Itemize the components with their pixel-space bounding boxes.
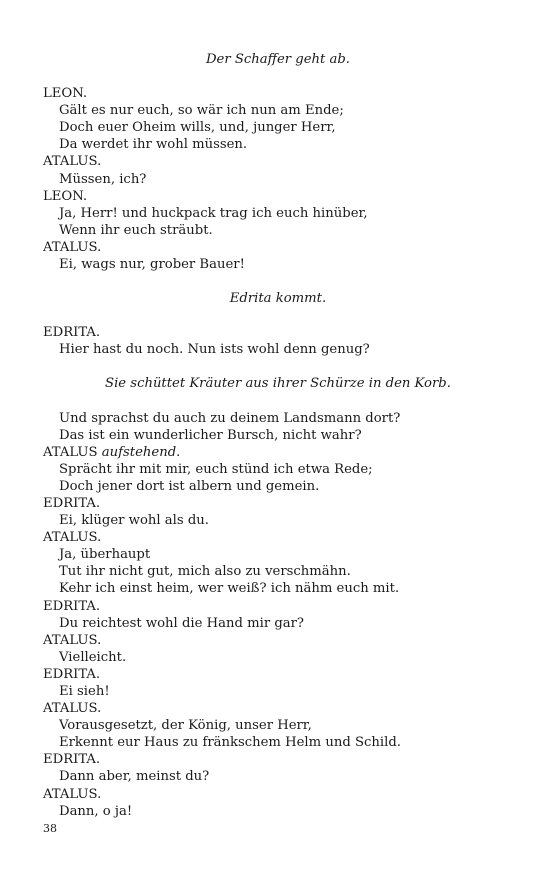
- verse-line: Ja, überhaupt: [59, 547, 151, 563]
- verse-line: Du reichtest wohl die Hand mir gar?: [59, 615, 304, 631]
- speaker-name: ATALUS: [43, 444, 98, 460]
- verse-line: Doch jener dort ist albern und gemein.: [59, 478, 320, 494]
- speaker-name: EDRITA.: [43, 752, 101, 768]
- verse-line: Doch euer Oheim wills, und, junger Herr,: [59, 120, 336, 136]
- verse-line: Dann aber, meinst du?: [59, 769, 210, 785]
- inline-stage-direction: aufstehend.: [101, 444, 181, 460]
- verse-line: Hier hast du noch. Nun ists wohl denn genug?: [59, 342, 370, 358]
- verse-line: Vielleicht.: [59, 649, 127, 665]
- page-number: 38: [43, 822, 57, 835]
- stage-direction: Der Schaffer geht ab.: [205, 52, 351, 67]
- stage-direction: Sie schüttet Kräuter aus ihrer Schürze in den Korb.: [105, 376, 451, 392]
- verse-line: Und sprachst du auch zu deinem Landsmann dort?: [59, 410, 401, 426]
- verse-line: Vorausgesetzt, der König, unser Herr,: [59, 718, 312, 734]
- verse-line: Müssen, ich?: [59, 171, 147, 187]
- verse-line: Tut ihr nicht gut, mich also zu verschmähn.: [59, 564, 351, 580]
- speaker-name: LEON.: [43, 86, 88, 102]
- speaker-name: ATALUS.: [43, 701, 102, 717]
- dialogue-block: [43, 410, 513, 444]
- speaker-name: ATALUS.: [43, 530, 102, 546]
- verse-line: Sprächt ihr mit mir, euch stünd ich etwa Rede;: [59, 461, 373, 477]
- speaker-name: EDRITA.: [43, 598, 101, 614]
- verse-line: Erkennt eur Haus zu fränkschem Helm und Schild.: [59, 735, 401, 751]
- verse-line: Ei, wags nur, grober Bauer!: [59, 257, 245, 273]
- play-text: [43, 51, 513, 820]
- speaker-name: LEON.: [43, 188, 88, 204]
- stage-direction: Edrita kommt.: [229, 291, 327, 307]
- speaker-name: ATALUS.: [43, 154, 102, 170]
- speaker-name: EDRITA.: [43, 325, 101, 341]
- verse-line: Da werdet ihr wohl müssen.: [59, 137, 248, 153]
- speaker-name: EDRITA.: [43, 495, 101, 511]
- verse-line: Gält es nur euch, so wär ich nun am Ende;: [59, 103, 344, 119]
- verse-line: Ei sieh!: [59, 684, 110, 699]
- speaker-name: EDRITA.: [43, 666, 101, 682]
- verse-line: Ja, Herr! und huckpack trag ich euch hinüber,: [59, 205, 368, 221]
- dialogue-block: [43, 461, 513, 820]
- verse-line: Wenn ihr euch sträubt.: [59, 222, 213, 238]
- verse-line: Kehr ich einst heim, wer weiß? ich nähm euch mit.: [59, 581, 400, 597]
- speaker-name: ATALUS.: [43, 632, 102, 648]
- verse-line: Dann, o ja!: [59, 803, 133, 819]
- dialogue-block: [43, 85, 513, 273]
- dialogue-block: [43, 324, 513, 358]
- speaker-with-direction: [43, 444, 513, 461]
- verse-line: Das ist ein wunderlicher Bursch, nicht wahr?: [59, 427, 362, 443]
- speaker-name: ATALUS.: [43, 786, 102, 802]
- verse-line: Ei, klüger wohl als du.: [59, 513, 209, 529]
- speaker-name: ATALUS.: [43, 239, 102, 255]
